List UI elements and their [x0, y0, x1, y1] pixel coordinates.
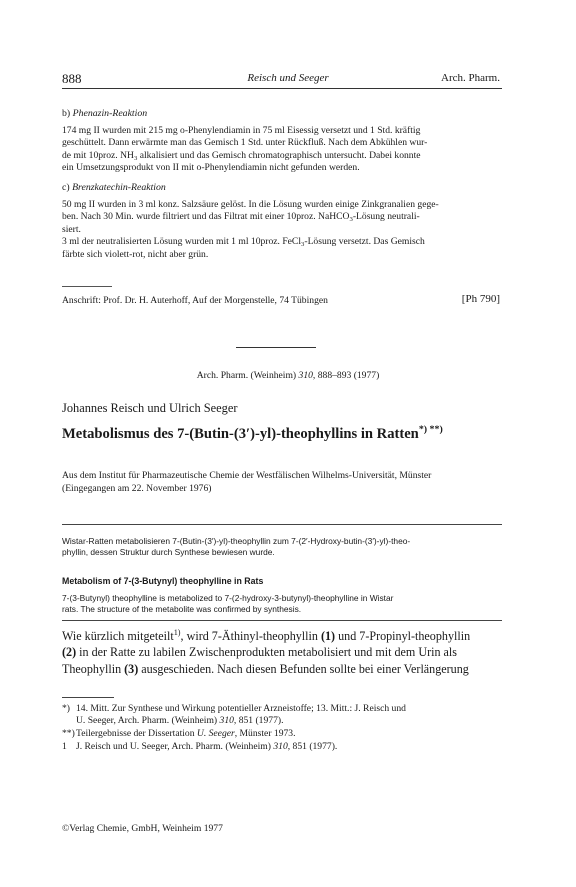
section-b-label: b) [62, 108, 73, 119]
text-line: (2) in der Ratte zu labilen Zwischenprodukten metabolisiert und mit dem Urin als [62, 645, 457, 660]
text-line: geschüttelt. Dann erwärmte man das Gemisch 1 Std. unter Rückfluß. Nach dem Abkühlen wur- [62, 137, 428, 149]
abstract-english: 7-(3-Butynyl) theophylline is metabolized to 7-(2-hydroxy-3-butynyl)-theophylline in Wistar rats. The structure of the metabolite was confirmed by synthesis. [62, 593, 394, 615]
text-line: 3 ml der neutralisierten Lösung wurden mit 1 ml 10proz. FeCl$_3$-Lösung versetzt. Das Gemisch [62, 236, 425, 249]
article-divider [236, 347, 316, 348]
abstract-german: Wistar-Ratten metabolisieren 7-(Butin-(3′)-yl)-theophyllin zum 7-(2′-Hydroxy-butin-(3′)-yl)-theo- phyllin, dessen Struktur durch Synthese bewiesen wurde. [62, 536, 411, 558]
article-authors: Johannes Reisch und Ulrich Seeger [62, 401, 238, 415]
text-line: siert. [62, 223, 81, 235]
text-line: 50 mg II wurden in 3 ml konz. Salzsäure gelöst. In die Lösung wurden einige Zinkgranalien gege- [62, 199, 439, 210]
page-number: 888 [62, 71, 82, 86]
text-line: 174 mg II wurden mit 215 mg o-Phenylendiamin in 75 ml Eisessig versetzt und 1 Std. kräftig [62, 125, 421, 136]
article-citation: Arch. Pharm. (Weinheim) 310, 888–893 (1977) [196, 370, 380, 381]
footnote-rule [62, 697, 114, 698]
text-line: Wie kürzlich mitgeteilt$^{1)}$, wird 7-Äthinyl-theophyllin (1) und 7-Propinyl-theophyllin [62, 627, 471, 643]
abstract-top-rule [62, 524, 502, 525]
section-c-paragraph [62, 199, 502, 261]
text-line: ben. Nach 30 Min. wurde filtriert und das Filtrat mit einer 10proz. NaHCO$_3$-Lösung neutrali- [62, 211, 420, 224]
section-c-title: Brenzkatechin-Reaktion [72, 182, 166, 193]
text-line: de mit 10proz. $NH_3$ alkalisiert und das Gemisch chromatographisch untersucht. Dabei konnte [62, 149, 421, 162]
body-paragraph [62, 628, 504, 677]
section-b-title: Phenazin-Reaktion [72, 108, 148, 119]
header-rule [62, 88, 502, 89]
short-rule [62, 286, 112, 287]
text-line: Theophyllin (3) ausgeschieden. Nach diesen Befunden sollte bei einer Verlängerung [62, 661, 469, 676]
footnote-1: *) 14. Mitt. Zur Synthese und Wirkung potentieller Arzneistoffe; 13. Mitt.: J. Reisch und U. Seeger, Arch. Pharm. (Weinheim) 310, 851 (1977). [62, 703, 406, 727]
text-line: ein Umsetzungsprodukt von II mit o-Phenylendiamin nicht gefunden werden. [62, 162, 360, 174]
received-date: (Eingegangen am 22. November 1976) [62, 482, 212, 494]
copyright-notice: ©Verlag Chemie, GmbH, Weinheim 1977 [62, 823, 223, 834]
footnote-3: 1 J. Reisch und U. Seeger, Arch. Pharm. (Weinheim) 310, 851 (1977). [62, 741, 338, 752]
affiliation: Aus dem Institut für Pharmazeutische Chemie der Westfälischen Wilhelms-Universität, Münster [62, 470, 432, 481]
address-line: Anschrift: Prof. Dr. H. Auterhoff, Auf der Morgenstelle, 74 Tübingen [62, 295, 328, 306]
abstract-bottom-rule [62, 620, 502, 621]
text-line: färbte sich violett-rot, nicht aber grün. [62, 248, 209, 260]
article-title: Metabolismus des 7-(Butin-(3′)-yl)-theophyllins in Ratten*) **) [62, 424, 443, 442]
section-b-paragraph [62, 125, 502, 175]
section-c-heading [62, 182, 166, 193]
abstract-english-title: Metabolism of 7-(3-Butynyl) theophylline in Rats [62, 576, 264, 586]
footnote-2: **)Teilergebnisse der Dissertation U. Seeger, Münster 1973. [62, 728, 296, 739]
section-c-label: c) [62, 182, 73, 193]
affiliation-block [62, 470, 502, 495]
manuscript-reference: [Ph 790] [461, 293, 500, 305]
section-b-heading [62, 108, 147, 119]
journal-name: Arch. Pharm. [441, 72, 500, 84]
running-title: Reisch und Seeger [247, 72, 329, 84]
title-footnote-marks: *) **) [418, 424, 443, 436]
